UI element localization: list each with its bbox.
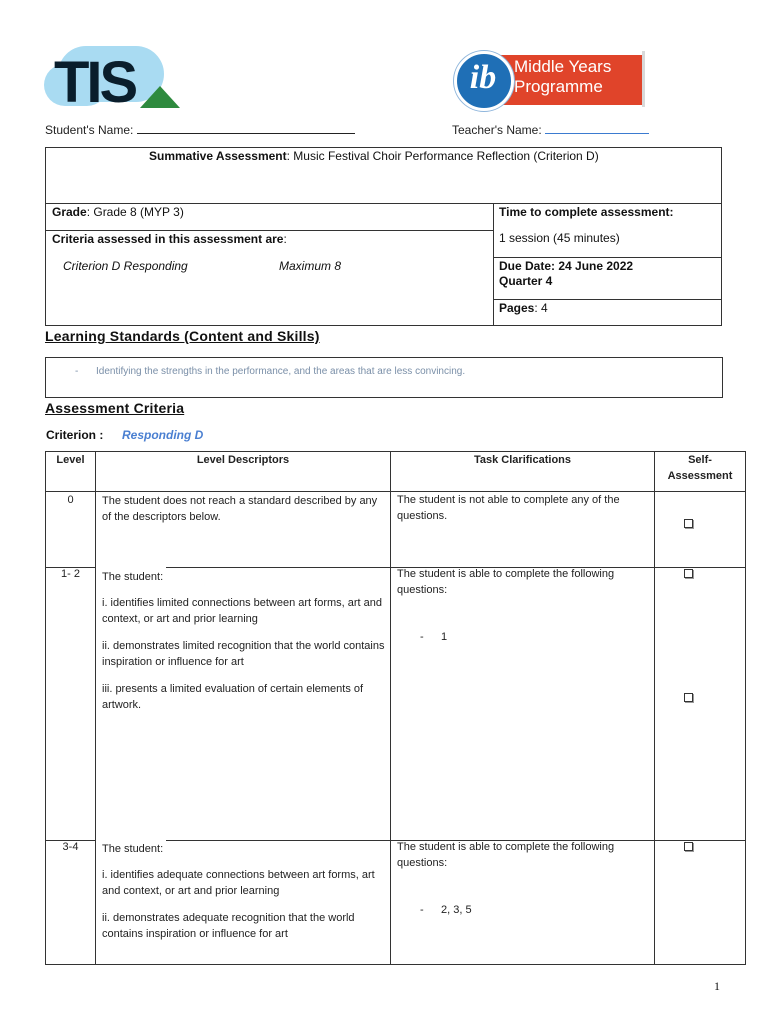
divider: [493, 257, 721, 258]
grade: [52, 205, 184, 220]
header-level-descriptors: Level Descriptors: [196, 454, 290, 466]
question-list: 2, 3, 5: [441, 904, 472, 916]
header-self-line1: Self-: [688, 454, 712, 466]
self-assessment-checkbox[interactable]: [684, 569, 693, 578]
row-descriptor: iii. presents a limited evaluation of certain elements of artwork.: [102, 683, 364, 711]
ib-banner-shadow: [642, 51, 645, 107]
question-list: 1: [441, 631, 448, 643]
row-descriptor: The student:: [102, 571, 164, 583]
row-descriptor: The student:: [102, 843, 164, 855]
criterion-name: Criterion D Responding: [63, 259, 188, 273]
tis-logo: [44, 46, 184, 115]
divider: [46, 203, 721, 204]
assessment-label: Summative Assessment: [149, 149, 287, 163]
divider-gap: [96, 567, 166, 568]
criteria-assessed: [52, 232, 287, 247]
learning-standards-box: [45, 357, 723, 398]
time-label: Time to complete assessment:: [499, 205, 674, 219]
criterion-max: Maximum 8: [279, 259, 342, 273]
student-name-blank[interactable]: [137, 121, 355, 134]
divider: [95, 452, 96, 964]
row-clarification: The student is able to complete the following questions:: [397, 841, 615, 869]
self-assessment-checkbox[interactable]: [684, 519, 693, 528]
row-level: 0: [67, 494, 74, 506]
row-clarification: The student is able to complete the following questions:: [397, 568, 615, 596]
self-assessment-checkbox[interactable]: [684, 693, 693, 702]
header-self-assessment: [655, 452, 745, 484]
standard-item: Identifying the strengths in the performance, and the areas that are less convincing.: [96, 366, 466, 377]
criterion-value: Responding D: [122, 428, 204, 442]
pages: [499, 301, 548, 316]
pages-value: : 4: [534, 301, 548, 315]
row-descriptor: i. identifies limited connections between art forms, art and context, or art and prior learning: [102, 597, 383, 625]
divider: [46, 230, 493, 231]
question-dash: -: [420, 631, 424, 643]
row-descriptor: ii. demonstrates adequate recognition that the world contains inspiration or influence for art: [102, 912, 355, 940]
pages-label: Pages: [499, 301, 535, 315]
assessment-title-text: : Music Festival Choir Performance Reflection (Criterion D): [286, 149, 599, 163]
criteria-colon: :: [283, 232, 287, 246]
row-descriptor: ii. demonstrates limited recognition that the world contains inspiration or influence for art: [102, 640, 385, 668]
row-descriptor: i. identifies adequate connections between art forms, art and context, or art and prior learning: [102, 869, 375, 897]
assessment-title: [149, 149, 599, 164]
header-self-line2: Assessment: [667, 470, 733, 482]
student-name-field[interactable]: [45, 121, 355, 137]
standards-dash: -: [75, 366, 79, 377]
tis-logo-hill: [140, 86, 180, 108]
teacher-name-field[interactable]: [452, 121, 649, 137]
ib-mark-text: ib: [469, 59, 497, 96]
assessment-header-box: [45, 147, 722, 326]
learning-standards-heading: Learning Standards (Content and Skills): [45, 328, 320, 344]
page-number: 1: [714, 979, 720, 993]
assessment-criteria-heading: Assessment Criteria: [45, 400, 185, 416]
teacher-name-label: Teacher's Name:: [452, 123, 542, 137]
ib-programme-line1: Middle Years: [514, 57, 612, 76]
student-name-label: Student's Name:: [45, 123, 134, 137]
question-dash: -: [420, 904, 424, 916]
header-task-clarifications: Task Clarifications: [474, 454, 571, 466]
criteria-table: [45, 451, 746, 965]
header-level: Level: [56, 454, 85, 466]
divider: [390, 452, 391, 964]
criterion-label: Criterion :: [46, 428, 104, 442]
self-assessment-checkbox[interactable]: [684, 842, 693, 851]
time-value: 1 session (45 minutes): [499, 231, 620, 245]
divider: [46, 491, 745, 492]
row-level: 3-4: [62, 841, 79, 853]
divider: [493, 299, 721, 300]
divider: [493, 203, 494, 325]
divider: [654, 452, 655, 964]
ib-myp-logo: [452, 49, 646, 109]
due-date: Due Date: 24 June 2022: [499, 259, 634, 273]
quarter: Quarter 4: [499, 274, 553, 288]
ib-programme-text: [514, 57, 611, 97]
row-level: 1- 2: [61, 568, 80, 580]
tis-logo-text: TIS: [54, 50, 136, 115]
row-descriptor: The student does not reach a standard described by any of the descriptors below.: [102, 495, 378, 523]
teacher-name-blank[interactable]: [545, 121, 649, 134]
ib-programme-line2: Programme: [514, 77, 603, 96]
grade-value: : Grade 8 (MYP 3): [86, 205, 184, 219]
criteria-assessed-label: Criteria assessed in this assessment are: [52, 232, 284, 246]
row-clarification: The student is not able to complete any of the questions.: [397, 494, 620, 522]
grade-label: Grade: [52, 205, 87, 219]
